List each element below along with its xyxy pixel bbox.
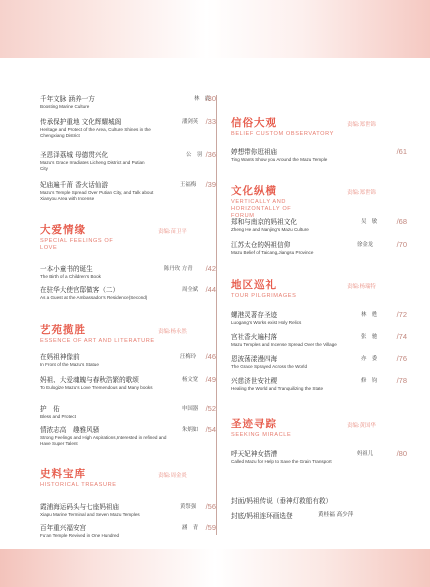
entry-page: /33	[205, 117, 216, 126]
entry-author: 亦 委	[361, 356, 378, 362]
toc-entry[interactable]	[231, 240, 407, 256]
entry-author: 杨文宽	[182, 377, 199, 383]
entry-author: 吴 敏	[361, 219, 378, 225]
back-cover-caption: 封底/妈祖连环画选登	[231, 512, 293, 520]
section-editor: 责编:郑世锦	[347, 122, 376, 128]
entry-title: 郑和与南京的妈祖文化	[231, 218, 297, 226]
toc-entry[interactable]	[40, 264, 216, 280]
entry-title: 圣恩泽荔城 母德贯兴化	[40, 151, 109, 159]
section-header	[40, 322, 187, 345]
entry-page: /59	[205, 523, 216, 532]
section-header	[231, 183, 376, 220]
section-subtitle: SEEKING MIRACLE	[231, 432, 292, 438]
section-subtitle: TOUR PILGRIMAGES	[231, 293, 297, 299]
toc-entry[interactable]	[231, 217, 407, 233]
section-title: 文化纵横	[231, 185, 277, 197]
cover-caption: 封面/妈祖传说（垂神灯救船有救）	[231, 497, 333, 505]
entry-english: Heritage and Protect of the Area, Culture Shines in the Chengxiang District	[40, 127, 151, 138]
section-editor: 责编:周金炎	[158, 473, 187, 479]
entry-author: 周全斌	[182, 287, 199, 293]
entry-title: 霞浦海运码头与七座妈祖庙	[40, 503, 120, 511]
section-subtitle: SPECIAL FEELINGS OF LOVE	[40, 238, 114, 251]
toc-entry[interactable]	[40, 285, 216, 301]
entry-title: 护 佑	[40, 405, 60, 413]
entry-english: Mazu Temples and Incense Spread Over the Village	[231, 342, 337, 347]
entry-author: 陈丹玫 方青	[164, 266, 193, 272]
entry-page: /49	[205, 375, 216, 384]
entry-title: 千年文脉 涵养一方	[40, 95, 95, 103]
toc-entry[interactable]	[40, 352, 216, 368]
section-header	[40, 222, 187, 252]
entry-page: /39	[205, 180, 216, 189]
entry-author: 徐金龙	[357, 242, 374, 248]
section-subtitle: BELIEF CUSTOM OBSERVATORY	[231, 131, 334, 137]
entry-author: 涵 青	[182, 525, 199, 531]
bottom-decorative-band	[0, 549, 430, 587]
toc-entry[interactable]	[40, 94, 216, 110]
cover-credit: 黄桂福 高少萍	[318, 512, 354, 518]
section-title: 地区巡礼	[231, 279, 277, 291]
section-title: 艺苑揽胜	[40, 324, 86, 336]
toc-entry[interactable]	[40, 375, 216, 391]
entry-title: 传承保护重地 文化辉耀城阁	[40, 118, 122, 126]
section-header	[231, 115, 376, 138]
entry-author: 林 甦	[361, 312, 378, 318]
toc-entry[interactable]	[40, 180, 216, 202]
entry-title: 在妈祖神像前	[40, 353, 80, 361]
entry-page: /42	[205, 264, 216, 273]
entry-author: 妈祖儿	[357, 451, 374, 457]
entry-page: /56	[205, 502, 216, 511]
entry-title: 宫社香火遍村落	[231, 333, 278, 341]
entry-page: /78	[396, 376, 407, 385]
entry-english: Mazu’s Temple Spread Over Putian City, and Talk about Xianyou Area with Incense	[40, 190, 154, 201]
toc-entry[interactable]	[40, 523, 216, 539]
entry-page: /30	[205, 94, 216, 103]
entry-title: 一本小童书的诞生	[40, 265, 93, 273]
toc-entry[interactable]	[40, 117, 216, 139]
entry-page: /44	[205, 285, 216, 294]
entry-english: The Birth of a Children’s Book	[40, 274, 101, 279]
entry-title: 情浓志高 趣雅风骚	[40, 426, 100, 434]
entry-page: /72	[396, 310, 407, 319]
entry-page: /74	[396, 332, 407, 341]
toc-entry[interactable]	[40, 404, 216, 420]
section-editor: 责编:杨瑞特	[347, 284, 376, 290]
entry-author: 潘剑英	[182, 119, 199, 125]
entry-english: Bless and Protect	[40, 414, 77, 419]
entry-english: Xiapu Marine Terminal and Seven Mazu Temples	[40, 512, 140, 517]
entry-author: 朱炳如	[182, 427, 199, 433]
entry-page: /46	[205, 352, 216, 361]
entry-author: 修 钧	[361, 378, 378, 384]
entry-title: 恩波荡漾漫四海	[231, 355, 278, 363]
section-title: 大爱情缘	[40, 224, 86, 236]
entry-title: 妈祖、大爱魂魄与春秋浩繁的歌颂	[40, 376, 139, 384]
entry-author: 申国器	[182, 406, 199, 412]
section-header	[231, 277, 376, 300]
toc-entry[interactable]	[40, 150, 216, 172]
entry-author: 林 震	[194, 96, 211, 102]
entry-page: /76	[396, 354, 407, 363]
entry-page: /36	[205, 150, 216, 159]
toc-entry[interactable]	[231, 147, 407, 163]
entry-english: Fu’an Temple Revived in One Hundred	[40, 533, 120, 538]
entry-english: To Eulogize Mazu’s Love Tremendous and Many books	[40, 385, 153, 390]
toc-entry[interactable]	[231, 354, 407, 370]
toc-entry[interactable]	[231, 310, 407, 326]
entry-author: 公 羽	[186, 152, 203, 158]
entry-english: In Front of the Mazu’s Statue	[40, 362, 99, 367]
column-divider	[216, 95, 217, 535]
entry-title: 呼天妃神女搭漕	[231, 450, 278, 458]
entry-page: /70	[396, 240, 407, 249]
section-subtitle: VERTICALLY AND HORIZONTALLY OF FORUM	[231, 199, 292, 219]
entry-page: /68	[396, 217, 407, 226]
entry-english: Zheng He and Nanjing’s Mazu Culture	[231, 227, 309, 232]
section-editor: 责编:杨永然	[158, 329, 187, 335]
section-editor: 责编:黄国华	[347, 423, 376, 429]
entry-title: 妃庙遍千莆 香火话仙游	[40, 181, 109, 189]
toc-entry[interactable]	[231, 449, 407, 465]
entry-english: Luogang’s Works exist Holy Relics	[231, 320, 302, 325]
entry-title: 婷想带你逛祖庙	[231, 148, 278, 156]
entry-author: 黄祭强	[180, 504, 197, 510]
toc-entry[interactable]	[231, 332, 407, 348]
toc-entry[interactable]	[40, 502, 216, 518]
section-title: 圣迹寻踪	[231, 418, 277, 430]
entry-page: /80	[396, 449, 407, 458]
section-header	[40, 466, 187, 489]
section-title: 史料宝库	[40, 468, 86, 480]
entry-title: 兴慈济世安社稷	[231, 377, 278, 385]
entry-english: Healing the World and Tranquilizing the State	[231, 386, 324, 391]
entry-author: 汪梅玲	[180, 354, 197, 360]
entry-english: As a Guest at the Ambassador’s Residence(Second)	[40, 295, 148, 300]
entry-english: Ting Wants Show you Around the Mazu Temple	[231, 157, 328, 162]
entry-title: 百年重兴福安宫	[40, 524, 87, 532]
entry-english: Boosting Marine Culture	[40, 104, 90, 109]
entry-author: 王福梅	[180, 182, 197, 188]
toc-entry[interactable]	[40, 425, 216, 447]
top-decorative-band	[0, 0, 430, 58]
entry-page: /54	[205, 425, 216, 434]
entry-english: Mazu’s Grace Irradiates Licheng District and Putian City	[40, 160, 145, 171]
section-title: 信俗大观	[231, 117, 277, 129]
section-editor: 责编:郑世锦	[347, 190, 376, 196]
section-subtitle: HISTORICAL TREASURE	[40, 482, 117, 488]
entry-title: 在驻华大使官邸做客（二）	[40, 286, 120, 294]
toc-entry[interactable]	[231, 376, 407, 392]
entry-english: The Grace Sprayed Across the World	[231, 364, 308, 369]
section-editor: 责编:苗卫平	[158, 229, 187, 235]
entry-page: /61	[396, 147, 407, 156]
entry-english: Mazu Belief of Taicang,Jiangsu Province	[231, 250, 314, 255]
entry-english: Called Mazu for Help to Save the Grain Transport	[231, 459, 332, 464]
entry-title: 江苏太仓的妈祖信仰	[231, 241, 291, 249]
section-header	[231, 416, 376, 439]
section-subtitle: ESSENCE OF ART AND LITERATURE	[40, 338, 155, 344]
entry-english: Strong Feelings and High Aspirations,Interested in refined and Have Super Talent	[40, 435, 167, 446]
entry-page: /52	[205, 404, 216, 413]
entry-title: 螺港灵著存圣迹	[231, 311, 278, 319]
entry-author: 张 驰	[361, 334, 378, 340]
